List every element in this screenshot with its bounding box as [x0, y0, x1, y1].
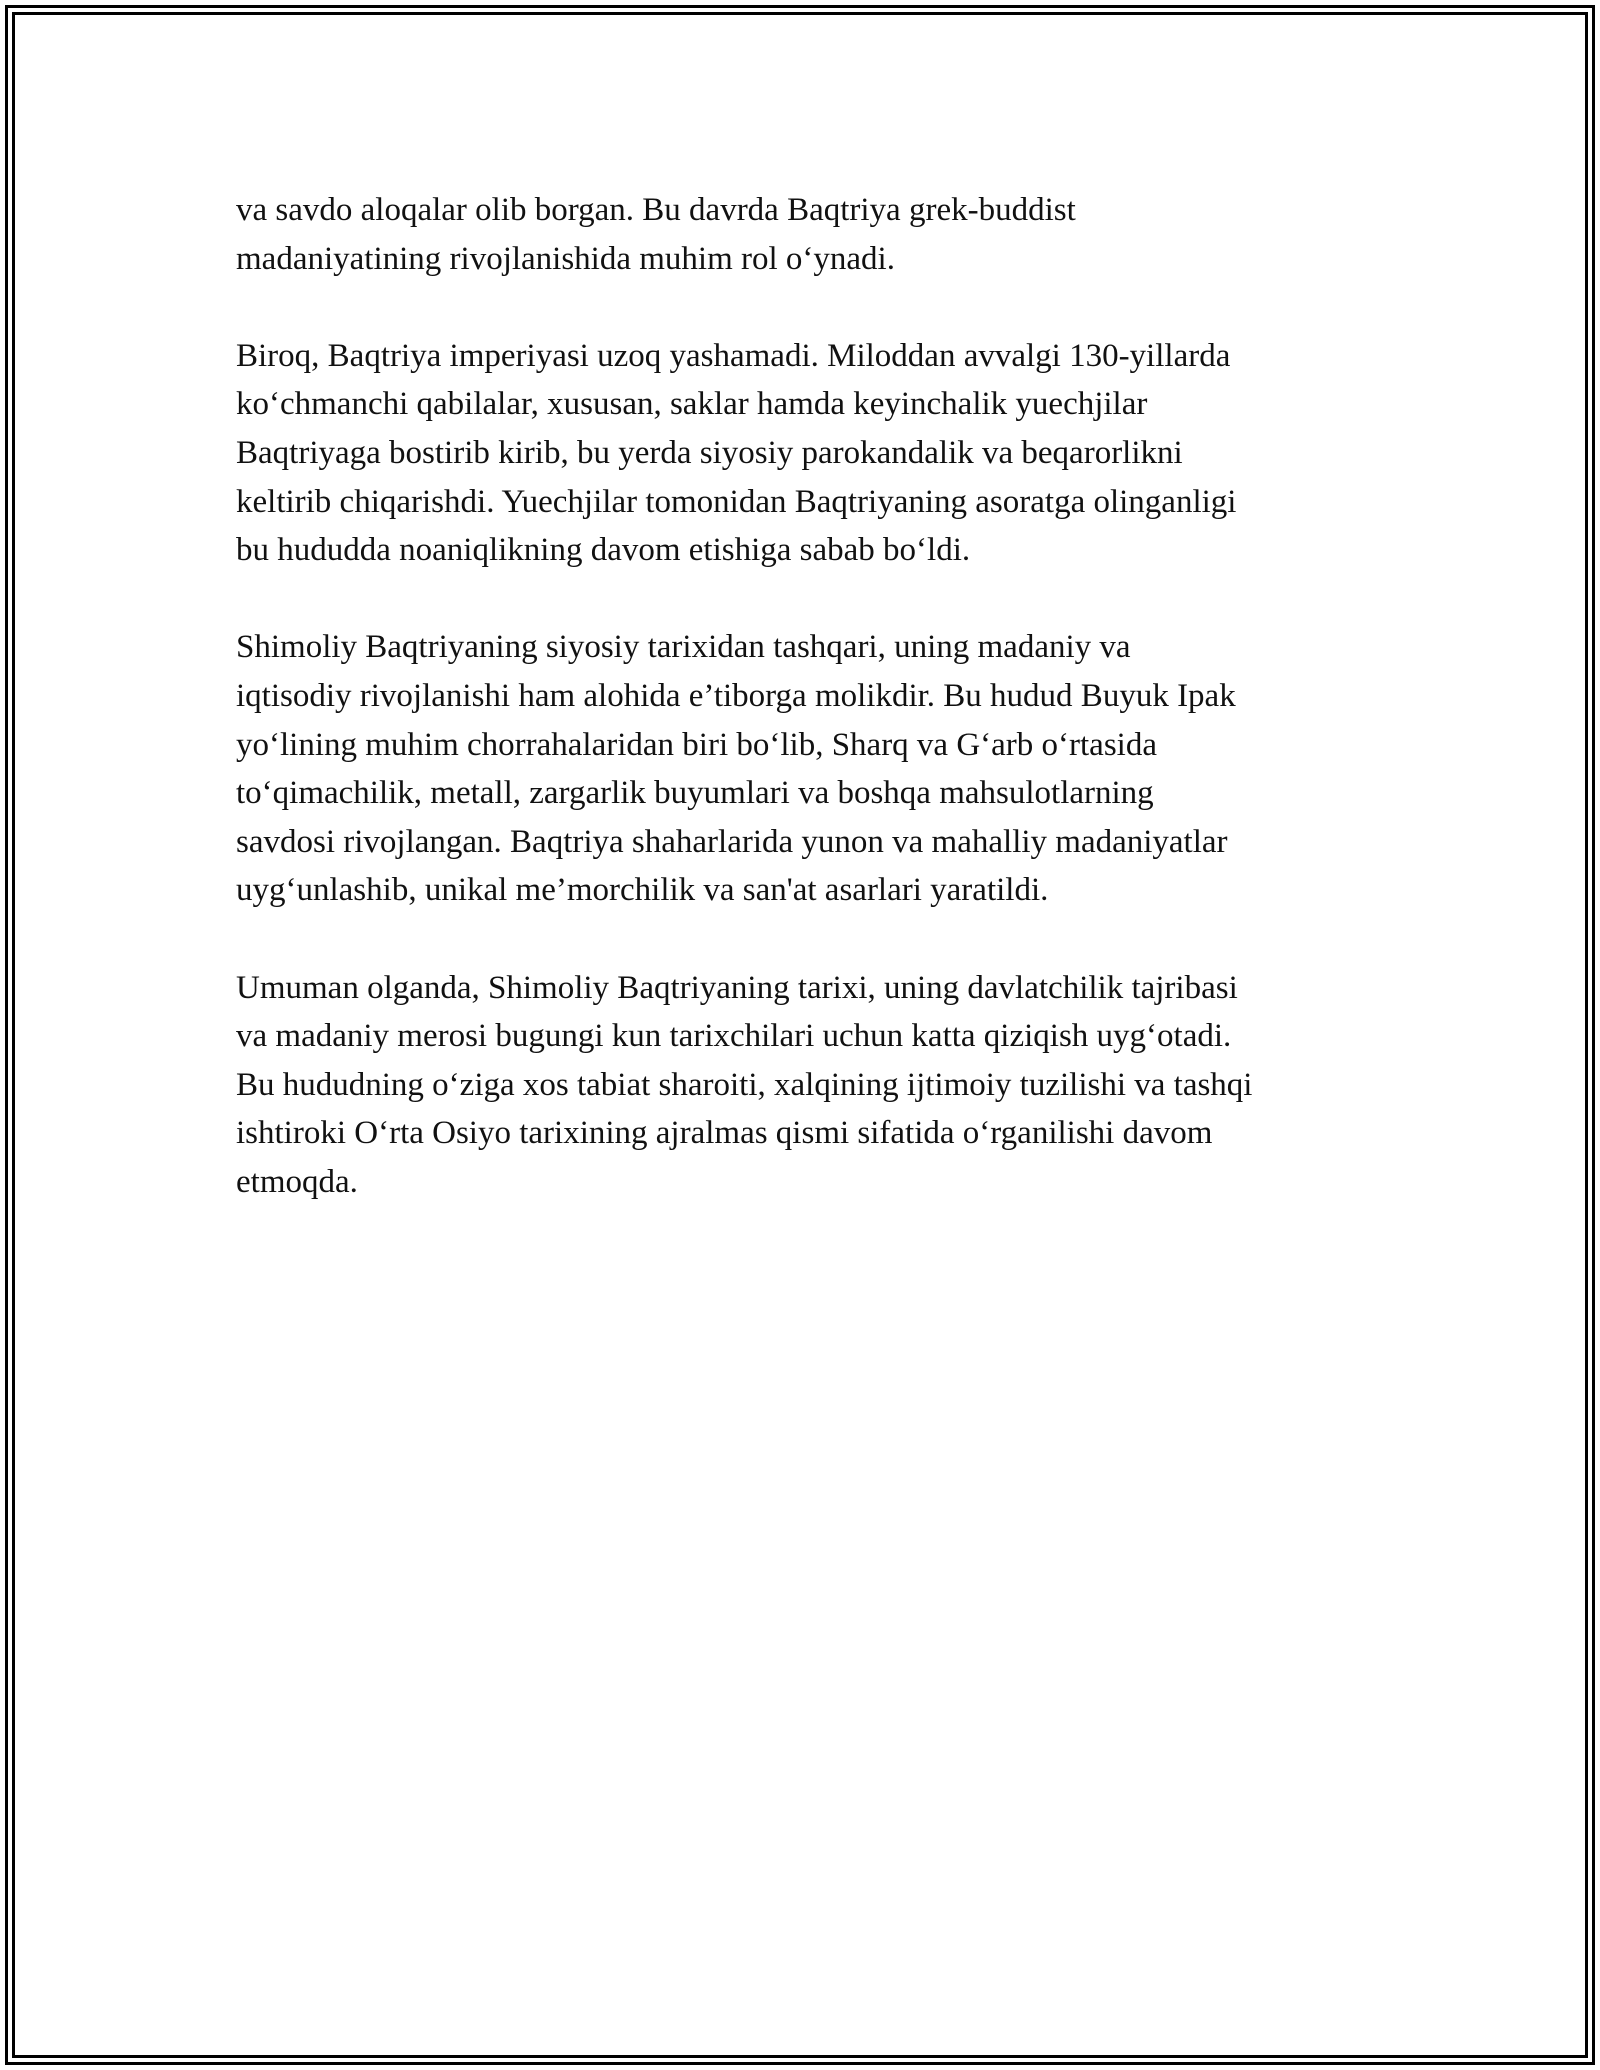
text-line: ishtiroki O‘rta Osiyo tarixining ajralmas qismi sifatida o‘rganilishi davom	[236, 1115, 1213, 1152]
text-line: keltirib chiqarishdi. Yuechjilar tomonidan Baqtriyaning asoratga olinganligi	[236, 483, 1237, 520]
text-line: va savdo aloqalar olib borgan. Bu davrda Baqtriya grek-buddist	[236, 192, 1076, 228]
text-line: uyg‘unlashib, unikal me’morchilik va san'at asarlari yaratildi.	[236, 872, 1049, 909]
text-line: va madaniy merosi bugungi kun tarixchilari uchun katta qiziqish uyg‘otadi.	[236, 1018, 1232, 1055]
text-line: savdosi rivojlangan. Baqtriya shaharlarida yunon va mahalliy madaniyatlar	[236, 823, 1228, 860]
text-line: Umuman olganda, Shimoliy Baqtriyaning tarixi, uning davlatchilik tajribasi	[236, 969, 1238, 1006]
paragraph-3	[236, 623, 1386, 915]
text-line: madaniyatining rivojlanishida muhim rol o‘ynadi.	[236, 240, 895, 277]
text-line: ko‘chmanchi qabilalar, xususan, saklar hamda keyinchalik yuechjilar	[236, 386, 1148, 423]
text-line: yo‘lining muhim chorrahalaridan biri bo‘lib, Sharq va G‘arb o‘rtasida	[236, 726, 1157, 763]
text-line: iqtisodiy rivojlanishi ham alohida e’tiborga molikdir. Bu hudud Buyuk Ipak	[236, 677, 1236, 714]
text-line: bu hududda noaniqlikning davom etishiga sabab bo‘ldi.	[236, 532, 971, 569]
text-line: etmoqda.	[236, 1163, 358, 1200]
paragraph-2	[236, 332, 1386, 575]
text-line: to‘qimachilik, metall, zargarlik buyumlari va boshqa mahsulotlarning	[236, 775, 1154, 812]
paragraph-1	[236, 186, 1386, 283]
document-body	[236, 186, 1386, 1255]
paragraph-4	[236, 964, 1386, 1207]
text-line: Bu hududning o‘ziga xos tabiat sharoiti, xalqining ijtimoiy tuzilishi va tashqi	[236, 1066, 1253, 1103]
text-line: Biroq, Baqtriya imperiyasi uzoq yashamadi. Miloddan avvalgi 130-yillarda	[236, 337, 1231, 374]
text-line: Shimoliy Baqtriyaning siyosiy tarixidan tashqari, uning madaniy va	[236, 629, 1131, 666]
text-line: Baqtriyaga bostirib kirib, bu yerda siyosiy parokandalik va beqarorlikni	[236, 434, 1183, 471]
